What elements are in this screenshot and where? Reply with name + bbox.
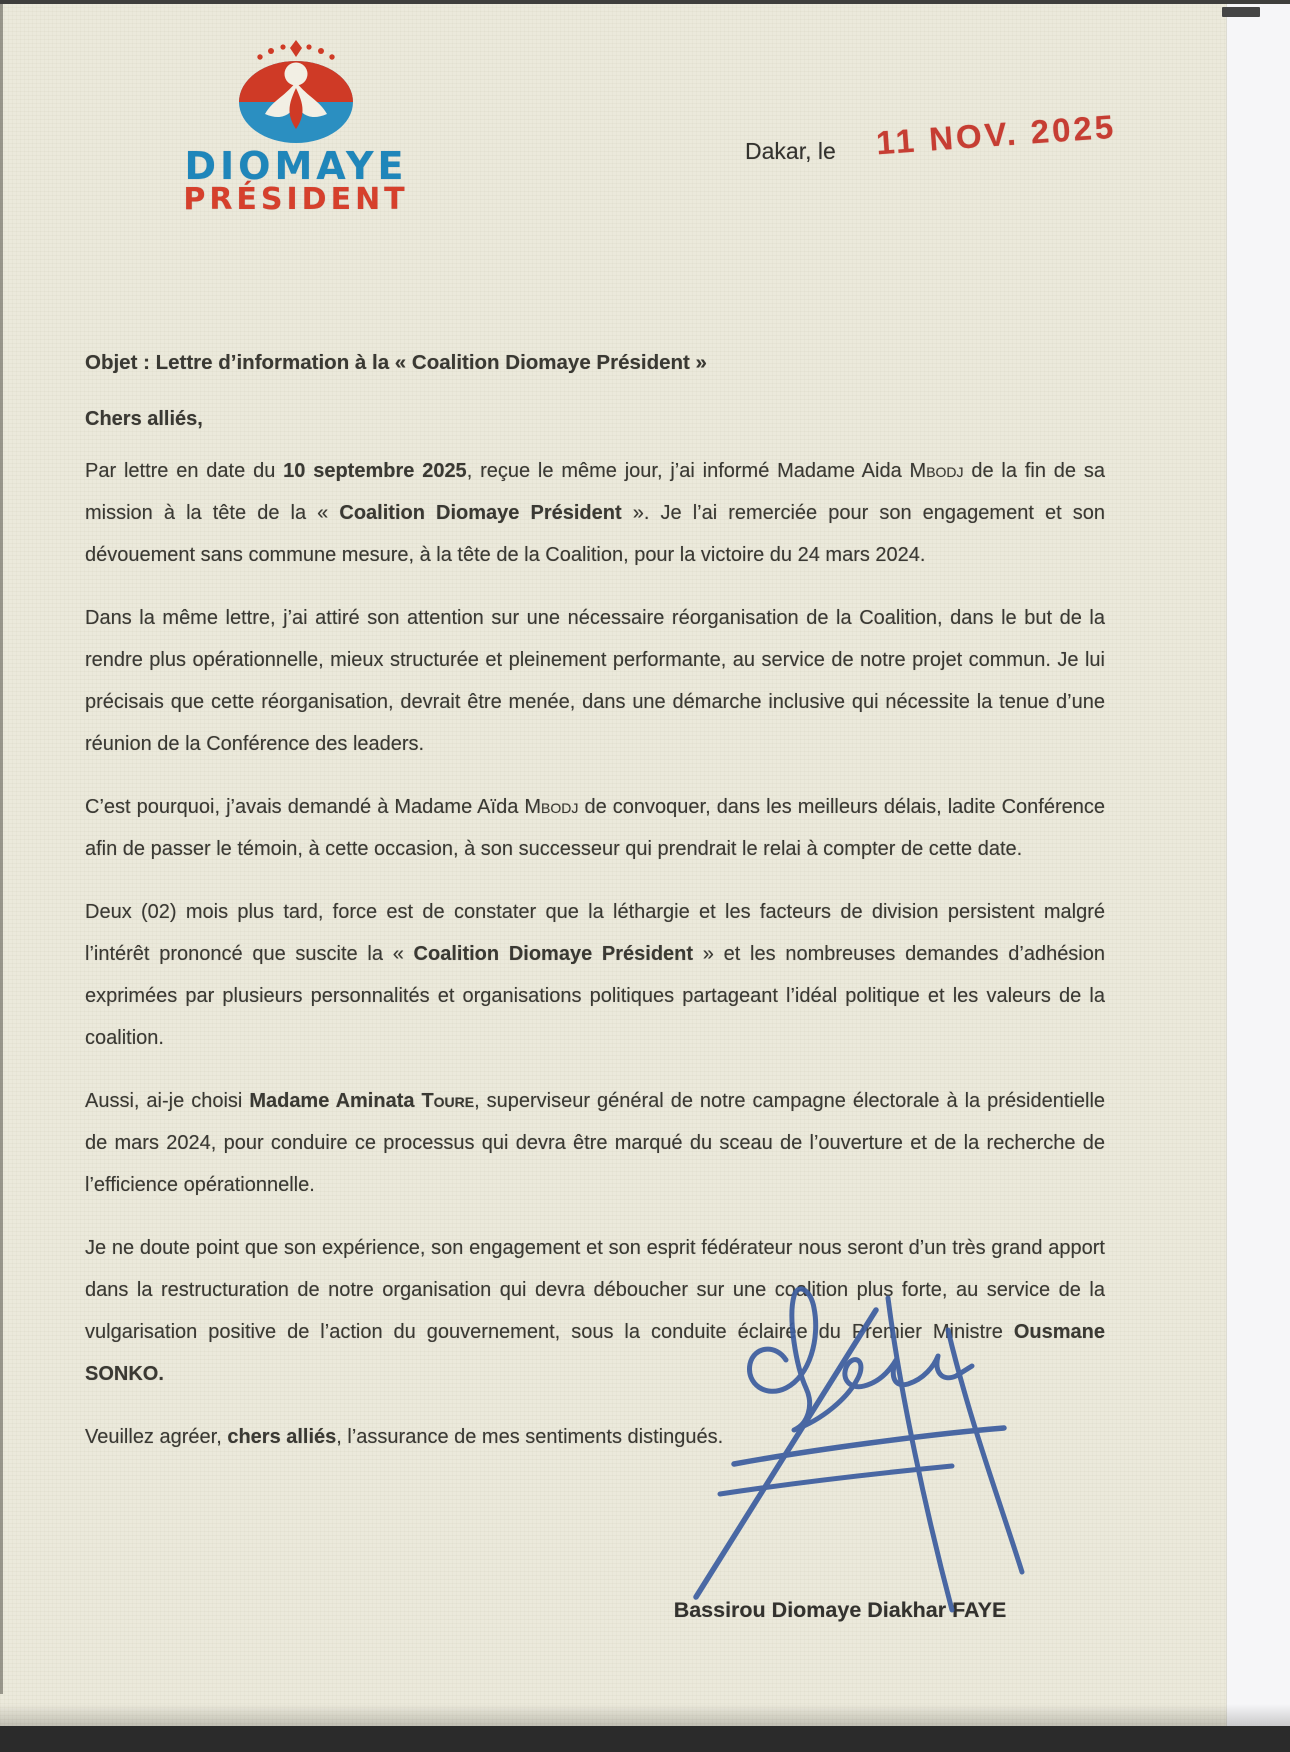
scan-top-edge xyxy=(0,0,1290,4)
logo-title-diomaye: DIOMAYE xyxy=(184,144,408,188)
scan-bottom-bar xyxy=(0,1726,1290,1752)
text-run-bold: Ousmane SONKO. xyxy=(85,1321,1105,1385)
text-run: C’est pourquoi, j’avais demandé à Madame Aïda xyxy=(85,796,525,818)
text-run: de convoquer, dans les meilleurs délais, ladite Conférence afin de passer le témoin, à cette occasion, à son successeur qui prendrait le relai à compter de cette date. xyxy=(85,796,1106,860)
text-run: Aussi, ai-je choisi xyxy=(85,1090,250,1112)
text-run: , l’assurance de mes sentiments distingués. xyxy=(336,1426,724,1448)
paragraph-4 xyxy=(85,891,1105,1059)
text-run-bold: Coalition Diomaye Président xyxy=(413,943,694,965)
text-run-smallcaps: Mbodj xyxy=(909,460,964,482)
text-run-smallcaps: Mbodj xyxy=(524,796,579,818)
text-run: Par lettre en date du xyxy=(85,460,284,482)
subject-line: Objet : Lettre d’information à la « Coalition Diomaye Président » xyxy=(85,351,707,374)
text-run-bold: chers alliés xyxy=(227,1426,337,1448)
paragraph-1 xyxy=(85,450,1105,576)
text-run-bold: Madame Aminata xyxy=(249,1090,422,1112)
scan-corner-tab xyxy=(1222,7,1260,17)
text-run: » et les nombreuses demandes d’adhésion exprimées par plusieurs personnalités et organisations politiques partageant l’idéal politique et les valeurs de la coalition. xyxy=(85,943,1106,1049)
salutation: Chers alliés, xyxy=(85,408,203,430)
text-run: , reçue le même jour, j’ai informé Madame Aida xyxy=(466,460,910,482)
text-run: ». Je l’ai remerciée pour son engagement et son dévouement sans commune mesure, à la tête de la Coalition, pour la victoire du 24 mars 2024. xyxy=(85,502,1105,566)
paragraph-3 xyxy=(85,786,1105,870)
text-run: , superviseur général de notre campagne électorale à la présidentielle de mars 2024, pour conduire ce processus qui devra être marqué du sceau de l’ouverture et de la recherche de l’efficience opérationnelle. xyxy=(85,1090,1106,1196)
date-stamp: 11 NOV. 2025 xyxy=(874,107,1118,162)
diomaye-emblem-icon xyxy=(233,38,359,146)
scan-left-edge xyxy=(0,4,3,1694)
text-run: Dans la même lettre, j’ai attiré son attention sur une nécessaire réorganisation de la Coalition, dans le but de la rendre plus opérationnelle, mieux structurée et pleinement performante, au service de notre projet commun. Je lui précisais que cette réorganisation, devrait être menée, dans une démarche inclusive qui nécessite la tenue d’une réunion de la Conférence des leaders. xyxy=(85,607,1105,755)
text-run: Je ne doute point que son expérience, son engagement et son esprit fédérateur nous seront d’un très grand apport dans la restructuration de notre organisation qui devra déboucher sur une coalition plus forte, au service de la vulgarisation positive de l’action du gouvernement, sous la conduite éclairée du Premier Ministre xyxy=(85,1237,1105,1343)
text-run: Deux (02) mois plus tard, force est de constater que la léthargie et les facteurs de division persistent malgré l’intérêt prononcé que suscite la « xyxy=(85,901,1105,965)
text-run: de la fin de sa mission à la tête de la « xyxy=(85,460,1105,524)
dateline-prefix: Dakar, le xyxy=(745,138,836,164)
text-run-bold: Coalition Diomaye Président xyxy=(339,502,622,524)
scan-white-strip xyxy=(1226,0,1290,1726)
text-run: Veuillez agréer, xyxy=(85,1426,228,1448)
logo-title-president: PRÉSIDENT xyxy=(183,182,409,217)
signatory-name: Bassirou Diomaye Diakhar FAYE xyxy=(673,1598,1007,1622)
diomaye-president-logo xyxy=(150,38,442,216)
scan-bottom-shade xyxy=(0,1704,1290,1726)
text-run-bold: 10 septembre 2025 xyxy=(283,460,467,482)
paragraph-2 xyxy=(85,597,1105,765)
text-run-bold-smallcaps: Toure xyxy=(421,1090,475,1112)
paragraph-5 xyxy=(85,1080,1105,1206)
handwritten-signature xyxy=(690,1272,1030,1617)
